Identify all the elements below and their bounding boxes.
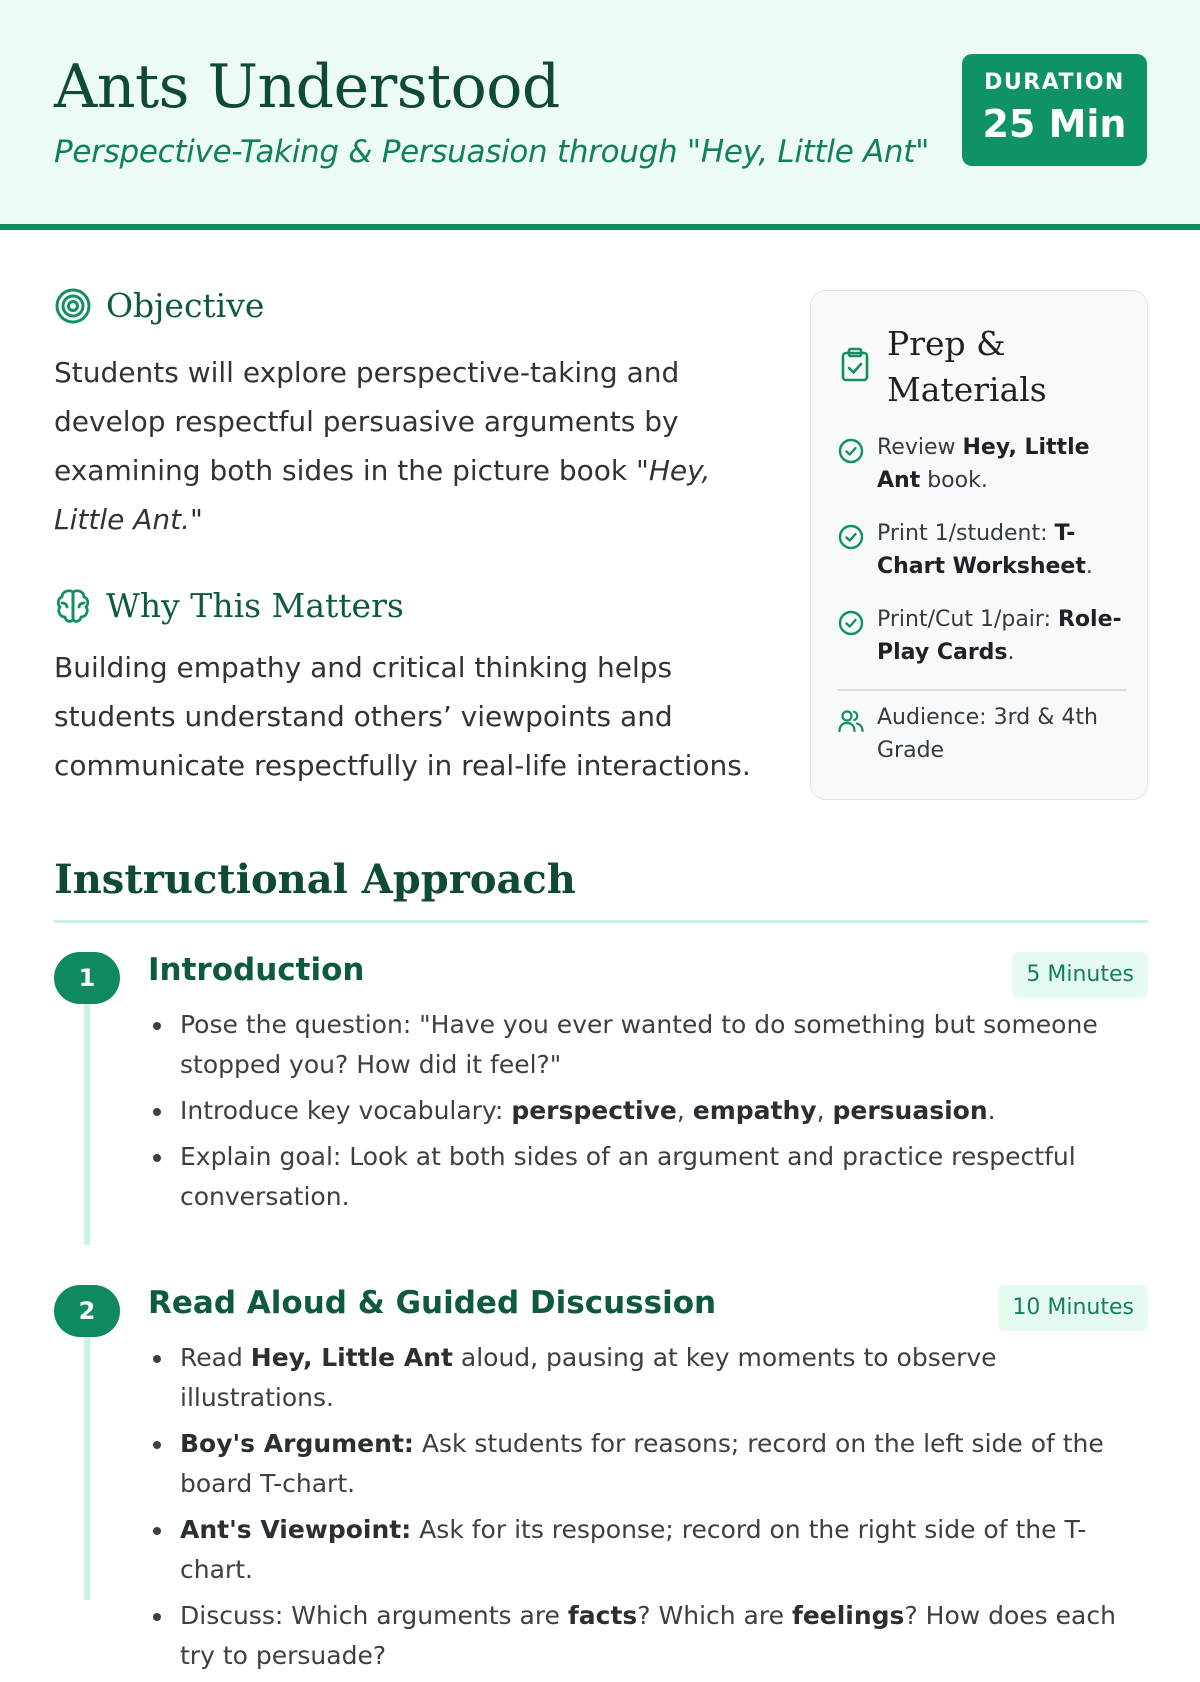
list-item: Ant's Viewpoint: Ask for its response; record on the right side of the T-chart. [180, 1510, 1140, 1590]
list-item: Read Hey, Little Ant aloud, pausing at key moments to observe illustrations. [180, 1338, 1140, 1418]
brain-icon [54, 587, 92, 625]
objective-text-main: Students will explore perspective-taking and develop respectful persuasive arguments by examining both sides in the picture book [54, 356, 680, 487]
audience-text: Audience: 3rd & 4th Grade [877, 705, 1098, 763]
step-time-badge: 5 Minutes [1012, 952, 1148, 998]
page-subtitle: Perspective-Taking & Persuasion through "Hey, Little Ant" [54, 134, 930, 170]
duration-badge [962, 54, 1147, 166]
section-divider [54, 920, 1148, 923]
page-title: Ants Understood [54, 52, 560, 122]
step-time-badge: 10 Minutes [998, 1285, 1148, 1331]
step-title: Read Aloud & Guided Discussion [148, 1285, 717, 1321]
objective-heading-text: Objective [106, 286, 265, 325]
check-circle-icon [837, 523, 865, 583]
clipboard-check-icon [839, 347, 877, 385]
prep-item-text: book. [920, 468, 988, 493]
prep-item [837, 431, 1137, 497]
prep-item-text: . [1007, 640, 1015, 665]
list-item: Introduce key vocabulary: perspective, empathy, persuasion. [180, 1091, 1140, 1131]
step-bullets [180, 1005, 1140, 1223]
objective-text [54, 348, 784, 544]
timeline-line [84, 980, 90, 1245]
prep-item-text: . [1085, 554, 1093, 579]
prep-materials-card [810, 290, 1148, 800]
header-banner [0, 0, 1200, 230]
prep-heading: Prep & Materials [887, 324, 1047, 409]
prep-item-bold: Role-Play Cards [877, 607, 1122, 665]
target-icon [54, 287, 92, 325]
users-icon [837, 707, 865, 767]
duration-label: DURATION [984, 70, 1125, 95]
why-text: Building empathy and critical thinking helps students understand others’ viewpoints and communicate respectfully in real-life interactions. [54, 651, 751, 782]
objective-heading [54, 286, 264, 325]
step-number: 2 [54, 1285, 120, 1337]
instructional-heading: Instructional Approach [54, 856, 576, 903]
prep-item-text: Print 1/student: [877, 521, 1055, 546]
why-heading-text: Why This Matters [106, 586, 404, 625]
why-heading [54, 586, 404, 625]
step-number: 1 [54, 952, 120, 1004]
check-circle-icon [837, 609, 865, 669]
prep-item-text: Review [877, 435, 963, 460]
step-title: Introduction [148, 952, 365, 988]
check-circle-icon [837, 437, 865, 497]
card-divider [837, 689, 1127, 691]
prep-item [837, 517, 1137, 583]
list-item: Discuss: Which arguments are facts? Which are feelings? How does each try to persuade? [180, 1596, 1140, 1676]
prep-item [837, 603, 1137, 669]
duration-value: 25 Min [982, 102, 1127, 146]
objective-text-book: "Hey, Little Ant." [54, 454, 711, 536]
list-item: Pose the question: "Have you ever wanted to do something but someone stopped you? How did it feel?" [180, 1005, 1140, 1085]
step-bullets [180, 1338, 1140, 1682]
audience-item [837, 701, 1137, 767]
prep-item-text: Print/Cut 1/pair: [877, 607, 1058, 632]
list-item: Boy's Argument: Ask students for reasons; record on the left side of the board T-chart. [180, 1424, 1140, 1504]
prep-item-bold: Hey, Little Ant [877, 435, 1090, 493]
list-item: Explain goal: Look at both sides of an argument and practice respectful conversation. [180, 1137, 1140, 1217]
prep-item-bold: T-Chart Worksheet [877, 521, 1086, 579]
timeline-line [84, 1310, 90, 1600]
